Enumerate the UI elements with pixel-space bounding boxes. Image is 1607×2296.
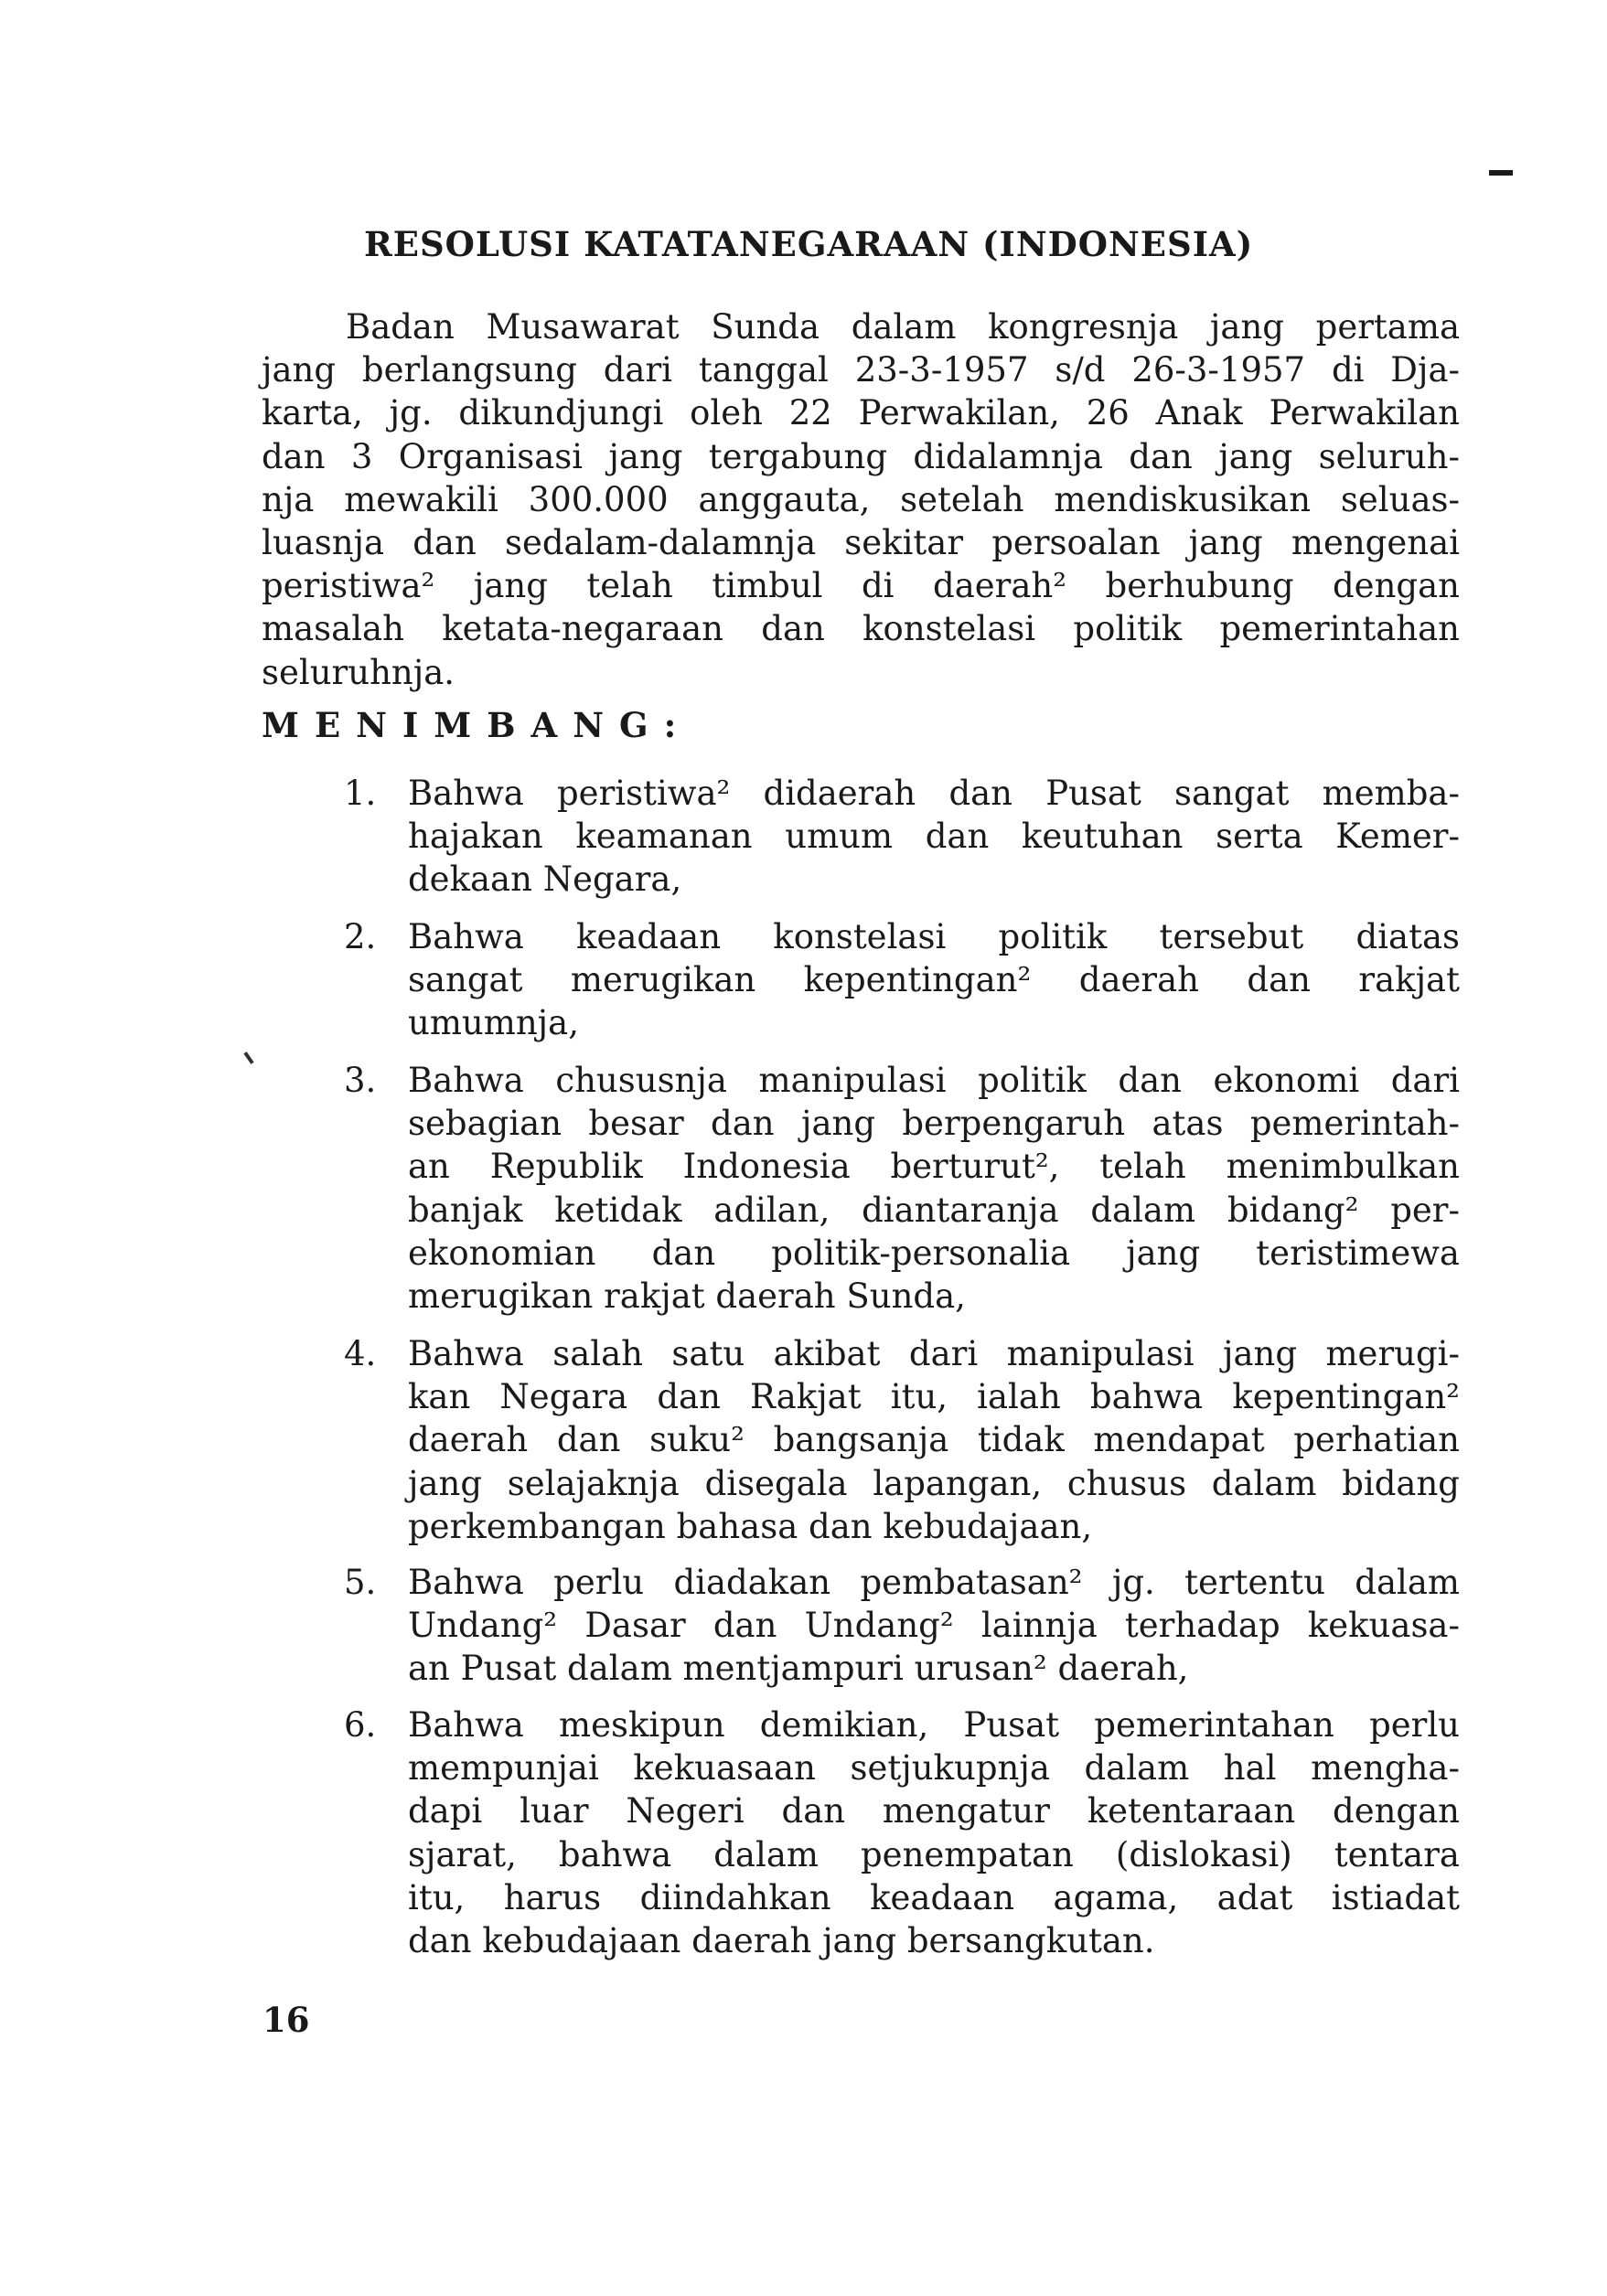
item-line: itu, harus diindahkan keadaan agama, adat istiadat	[408, 1877, 1460, 1917]
item-line: ekonomian dan politik-personalia jang teristimewa	[408, 1233, 1460, 1273]
item-line: Bahwa keadaan konstelasi politik tersebut diatas	[408, 917, 1460, 956]
item-number: 1.	[344, 774, 377, 813]
item-number: 5.	[344, 1563, 377, 1602]
item-number: 6.	[344, 1705, 377, 1745]
item-line: Undang² Dasar dan Undang² lainnja terhadap kekuasa-	[408, 1606, 1460, 1646]
item-text	[408, 1561, 1460, 1691]
item-number: 2.	[344, 917, 377, 956]
item-line: sjarat, bahwa dalam penempatan (dislokasi) tentara	[408, 1834, 1460, 1874]
intro-line: karta, jg. dikundjungi oleh 22 Perwakilan, 26 Anak Perwakilan	[262, 393, 1460, 433]
item-text	[408, 772, 1460, 902]
item-line: mempunjai kekuasaan setjukupnja dalam hal mengha-	[408, 1748, 1460, 1789]
item-line: hajakan keamanan umum dan keutuhan serta Kemer-	[408, 817, 1460, 857]
item-text	[408, 915, 1460, 1045]
item-line: Bahwa peristiwa² didaerah dan Pusat sangat memba-	[408, 774, 1460, 813]
item-text	[408, 1332, 1460, 1548]
item-line: merugikan rakjat daerah Sunda,	[408, 1276, 966, 1317]
item-text	[408, 1703, 1460, 1962]
page-title: RESOLUSI KATATANEGARAAN (INDONESIA)	[364, 224, 1254, 264]
item-line: Bahwa chususnja manipulasi politik dan ekonomi dari	[408, 1061, 1460, 1100]
item-line: an Republik Indonesia berturut², telah menimbulkan	[408, 1147, 1460, 1187]
item-number: 3.	[344, 1061, 377, 1100]
item-line: umumnja,	[408, 1003, 579, 1043]
item-line: an Pusat dalam mentjampuri urusan² daerah,	[408, 1649, 1189, 1689]
item-line: banjak ketidak adilan, diantaranja dalam bidang² per-	[408, 1190, 1460, 1230]
item-number: 4.	[344, 1334, 377, 1373]
intro-line: Badan Musawarat Sunda dalam kongresnja jang pertama	[346, 307, 1460, 347]
page-number: 16	[262, 2000, 310, 2040]
item-line: perkembangan bahasa dan kebudajaan,	[408, 1506, 1093, 1546]
item-line: Bahwa meskipun demikian, Pusat pemerintahan perlu	[408, 1705, 1460, 1745]
item-line: kan Negara dan Rakjat itu, ialah bahwa kepentingan²	[408, 1377, 1460, 1417]
intro-line: luasnja dan sedalam-dalamnja sekitar persoalan jang mengenai	[262, 523, 1460, 563]
item-line: dapi luar Negeri dan mengatur ketentaraan dengan	[408, 1791, 1460, 1831]
intro-line: seluruhnja.	[262, 652, 455, 692]
intro-line: dan 3 Organisasi jang tergabung didalamnja dan jang seluruh-	[262, 436, 1460, 476]
section-heading-menimbang: MENIMBANG:	[262, 705, 692, 745]
item-line: Bahwa salah satu akibat dari manipulasi jang merugi-	[408, 1334, 1460, 1373]
intro-line: nja mewakili 300.000 anggauta, setelah mendiskusikan seluas-	[262, 479, 1460, 519]
item-line: dekaan Negara,	[408, 860, 682, 900]
item-line: daerah dan suku² bangsanja tidak mendapat perhatian	[408, 1420, 1460, 1460]
intro-line: masalah ketata-negaraan dan konstelasi politik pemerintahan	[262, 609, 1460, 649]
item-line: dan kebudajaan daerah jang bersangkutan.	[408, 1921, 1155, 1961]
intro-line: jang berlangsung dari tanggal 23-3-1957 s/d 26-3-1957 di Dja-	[262, 350, 1460, 390]
item-line: sebagian besar dan jang berpengaruh atas pemerintah-	[408, 1104, 1460, 1144]
intro-line: peristiwa² jang telah timbul di daerah² berhubung dengan	[262, 566, 1460, 606]
item-line: sangat merugikan kepentingan² daerah dan rakjat	[408, 960, 1460, 1000]
item-line: jang selajaknja disegala lapangan, chusus dalam bidang	[408, 1463, 1460, 1503]
item-text	[408, 1059, 1460, 1318]
item-line: Bahwa perlu diadakan pembatasan² jg. tertentu dalam	[408, 1563, 1460, 1602]
